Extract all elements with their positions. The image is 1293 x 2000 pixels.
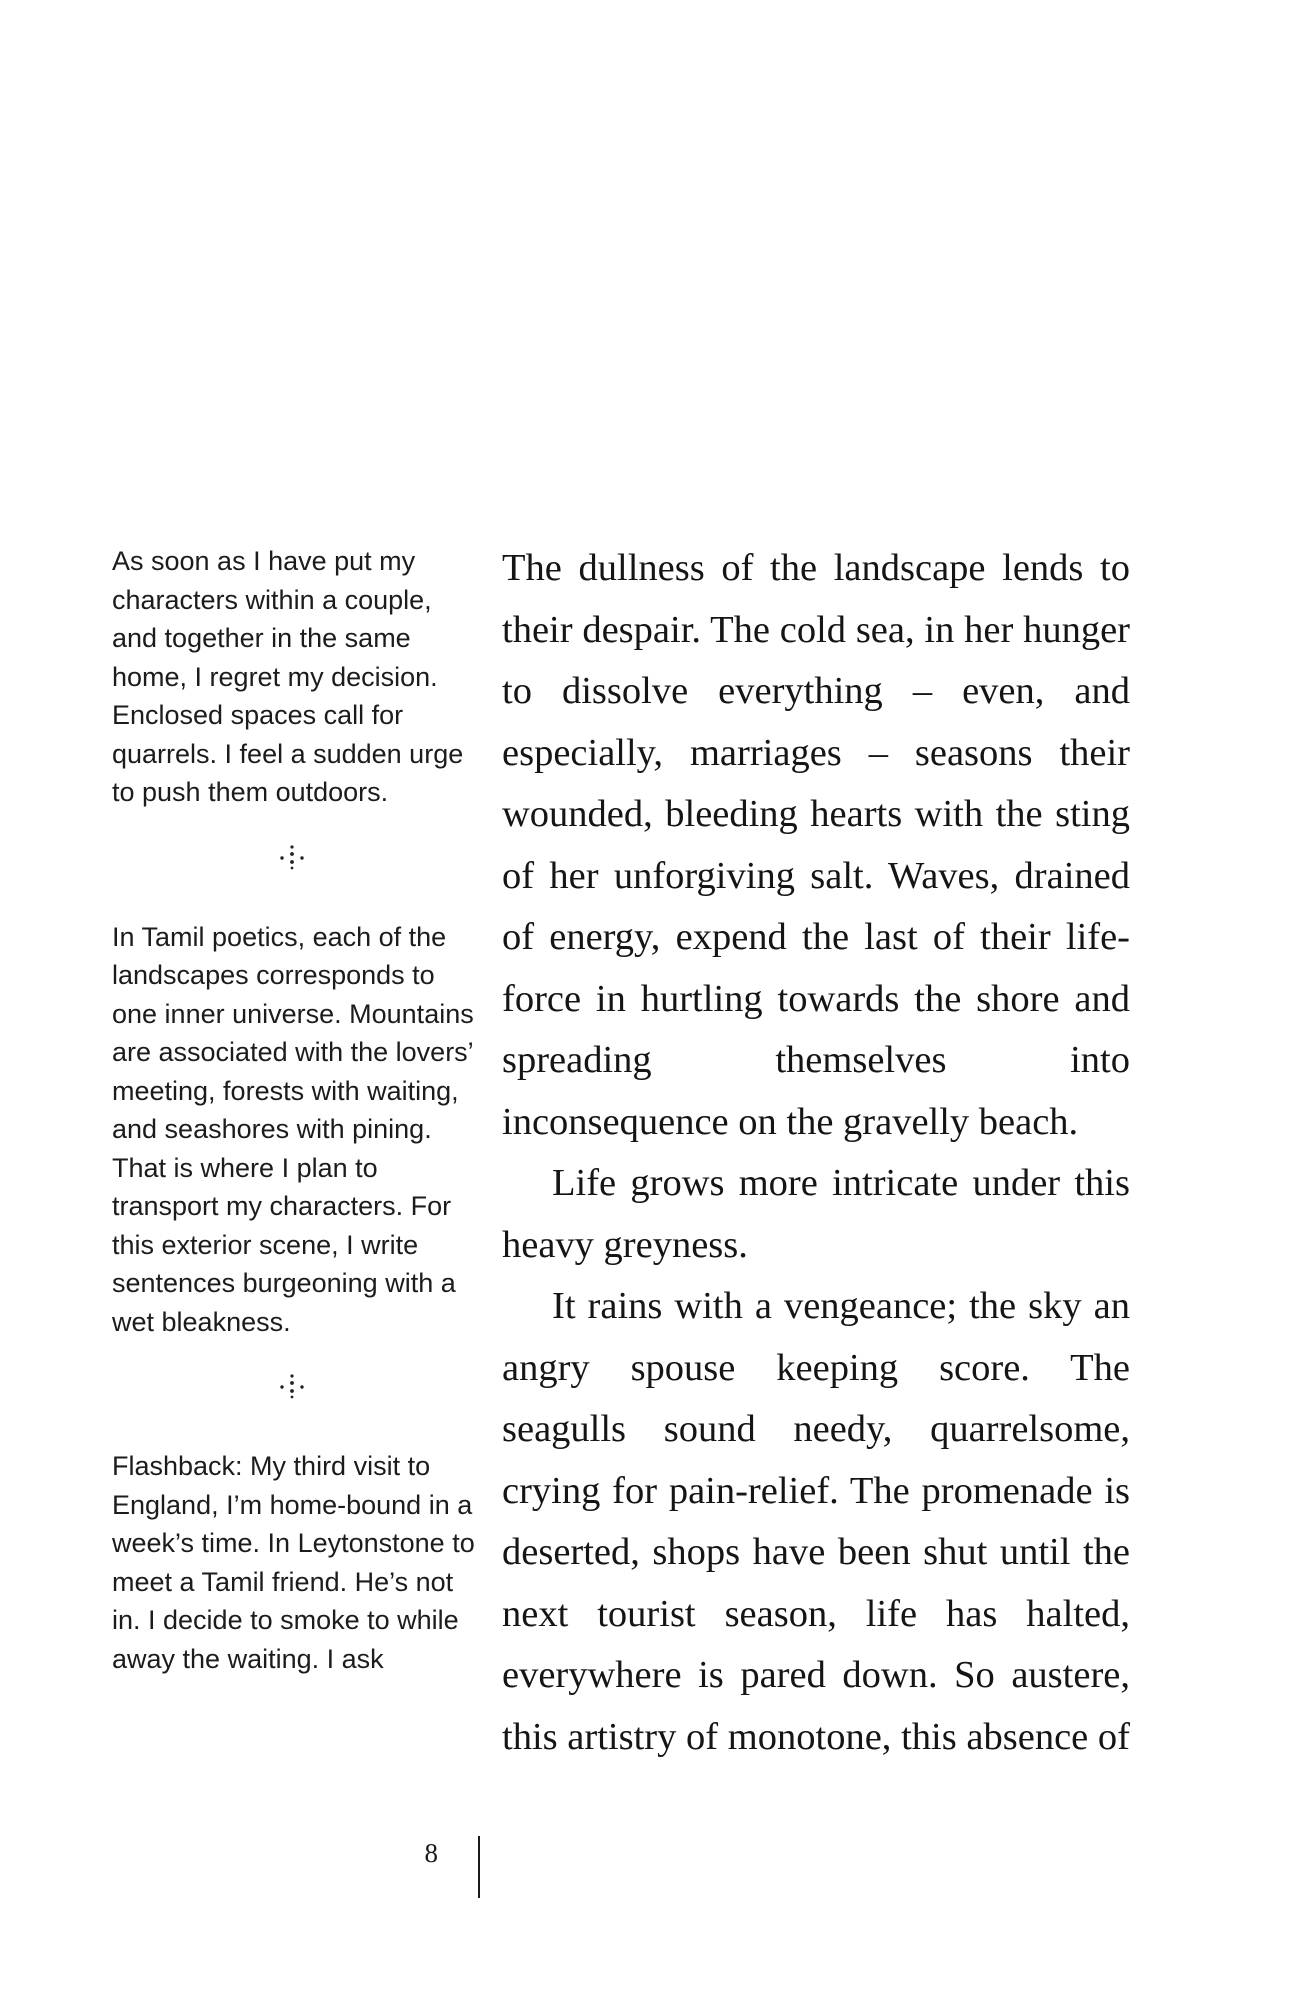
section-divider [112, 1373, 482, 1399]
dot-ornament-icon [277, 1373, 307, 1399]
section-divider [112, 844, 482, 870]
main-text [502, 538, 1130, 1768]
sidebar-note-text: As soon as I have put my characters within a couple, and together in the same home, I regret my decision. Enclosed spaces call for quarrels. I feel a sudden urge to push them outdoors. [112, 546, 464, 807]
dot-ornament-icon [277, 844, 307, 870]
body-paragraph: It rains with a vengeance; the sky an angry spouse keeping score. The seagulls sound needy, quarrelsome, crying for pain-relief. The promenade is deserted, shops have been shut until the next tourist season, life has halted, everywhere is pared down. So austere, this artistry of monotone, this absence of [502, 1285, 1130, 1758]
sidebar-note [112, 1447, 482, 1678]
body-paragraph: The dullness of the landscape lends to their despair. The cold sea, in her hunger to dissolve everything – even, and especially, marriages – seasons their wounded, bleeding hearts with the sting of her unforgiving salt. Waves, drained of energy, expend the last of their life-force in hurtling towards the shore and spreading themselves into inconsequence on the gravelly beach. [502, 547, 1130, 1143]
sidebar-note [112, 542, 482, 812]
sidebar-note [112, 918, 482, 1342]
sidebar-notes [112, 542, 482, 1678]
page-number-rule [478, 1836, 480, 1898]
body-paragraph: Life grows more intricate under this heavy greyness. [502, 1162, 1130, 1266]
sidebar-note-text: In Tamil poetics, each of the landscapes corresponds to one inner universe. Mountains are associated with the lovers’ meeting, forests with waiting, and seashores with pining. That is where I plan to transport my characters. For this exterior scene, I write sentences burgeoning with a wet bleakness. [112, 921, 474, 1337]
page-number: 8 [424, 1838, 438, 1868]
sidebar-note-text: Flashback: My third visit to England, I’m home-bound in a week’s time. In Leytonstone to meet a Tamil friend. He’s not in. I decide to smoke to while away the waiting. I ask [112, 1451, 475, 1674]
